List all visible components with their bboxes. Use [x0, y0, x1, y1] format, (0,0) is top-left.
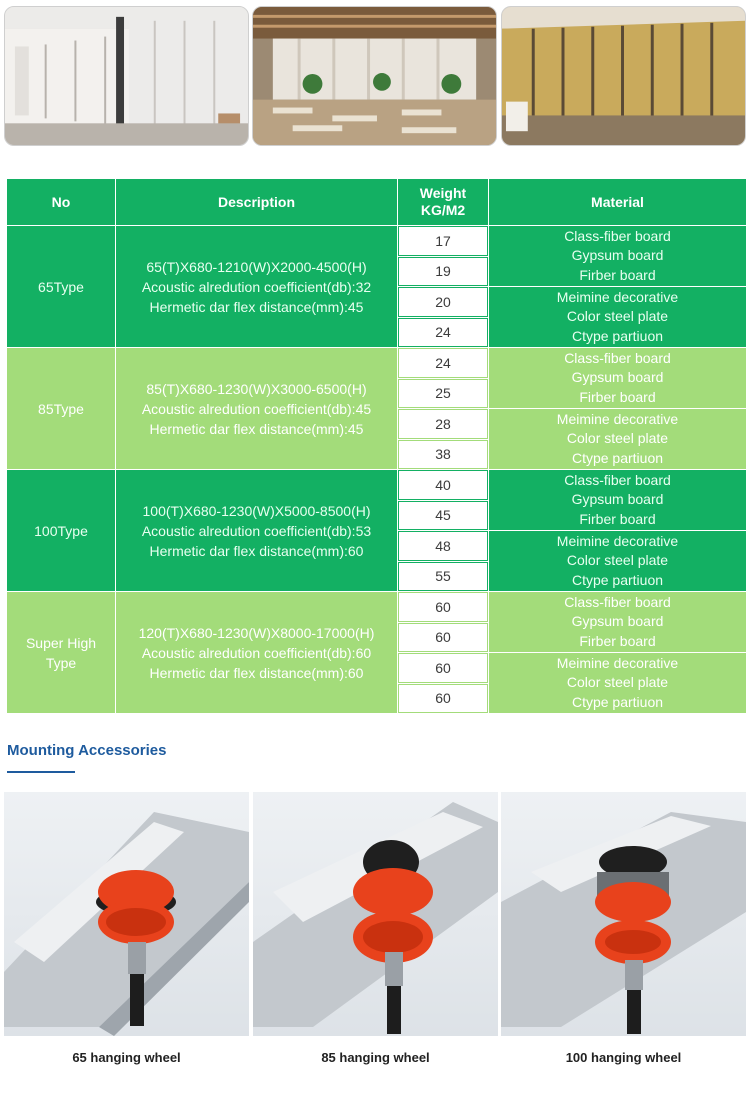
material-line: Gypsum board [571, 613, 664, 630]
weight-cell: 45 [398, 500, 489, 531]
header-weight-line1: Weight [419, 185, 467, 201]
type-label-line1: 65Type [38, 278, 84, 295]
description-line: 85(T)X680-1230(W)X3000-6500(H) [146, 380, 367, 397]
weight-cell: 19 [398, 256, 489, 287]
type-label-line1: 85Type [38, 400, 84, 417]
weight-cell: 55 [398, 561, 489, 592]
title-underline [7, 771, 75, 773]
type-cell [7, 348, 116, 470]
caption-65-wheel: 65 hanging wheel [72, 1050, 181, 1065]
material-line: Meimine decorative [556, 288, 679, 305]
description-line: Acoustic alredution coefficient(db):53 [141, 522, 372, 539]
description-line: Hermetic dar flex distance(mm):60 [149, 664, 364, 681]
material-line: Firber board [579, 388, 656, 405]
material-line: Meimine decorative [556, 410, 679, 427]
material-line: Meimine decorative [556, 654, 679, 671]
weight-cell: 20 [398, 287, 489, 318]
description-line: 120(T)X680-1230(W)X8000-17000(H) [138, 624, 375, 641]
material-cell [489, 470, 747, 531]
material-line: Color steel plate [566, 308, 669, 325]
mounting-accessories-title: Mounting Accessories [7, 742, 167, 759]
table-row [7, 592, 747, 623]
table-row [7, 226, 747, 257]
material-line: Color steel plate [566, 552, 669, 569]
weight-cell: 48 [398, 531, 489, 562]
material-line: Ctype partiuon [571, 327, 664, 344]
weight-cell: 40 [398, 470, 489, 501]
table-row [7, 470, 747, 501]
type-cell [7, 470, 116, 592]
material-cell [489, 653, 747, 714]
partition-spec-table [6, 178, 747, 714]
header-weight [398, 179, 489, 226]
material-cell [489, 409, 747, 470]
header-material: Material [489, 179, 747, 226]
weight-cell: 60 [398, 683, 489, 714]
material-line: Class-fiber board [564, 349, 671, 366]
material-cell [489, 531, 747, 592]
material-line: Ctype partiuon [571, 693, 664, 710]
material-line: Color steel plate [566, 674, 669, 691]
description-cell [116, 470, 398, 592]
material-line: Gypsum board [571, 247, 664, 264]
type-label-line1: Super High [25, 634, 97, 651]
description-line: 65(T)X680-1210(W)X2000-4500(H) [146, 258, 367, 275]
material-line: Ctype partiuon [571, 449, 664, 466]
table-header-row [7, 179, 747, 226]
material-line: Class-fiber board [564, 593, 671, 610]
description-line: 100(T)X680-1230(W)X5000-8500(H) [142, 502, 371, 519]
description-line: Hermetic dar flex distance(mm):45 [149, 420, 364, 437]
hanging-wheel-100-image [501, 792, 746, 1036]
material-line: Class-fiber board [564, 227, 671, 244]
description-line: Acoustic alredution coefficient(db):60 [141, 644, 372, 661]
header-no: No [7, 179, 116, 226]
type-label-line2: Type [45, 654, 77, 671]
material-line: Firber board [579, 632, 656, 649]
header-description: Description [116, 179, 398, 226]
restaurant-partition-photo [252, 6, 497, 146]
material-line: Gypsum board [571, 491, 664, 508]
caption-85-wheel: 85 hanging wheel [321, 1050, 430, 1065]
description-line: Acoustic alredution coefficient(db):45 [141, 400, 372, 417]
type-cell [7, 226, 116, 348]
material-cell [489, 592, 747, 653]
hanging-wheel-65-image [4, 792, 249, 1036]
weight-cell: 24 [398, 317, 489, 348]
header-photo-row [4, 6, 746, 146]
hall-partition-photo [501, 6, 746, 146]
description-cell [116, 592, 398, 714]
type-cell [7, 592, 116, 714]
caption-100-wheel: 100 hanging wheel [565, 1050, 682, 1065]
description-cell [116, 226, 398, 348]
weight-cell: 60 [398, 653, 489, 684]
weight-cell: 60 [398, 592, 489, 623]
type-label-line1: 100Type [34, 522, 88, 539]
material-line: Class-fiber board [564, 471, 671, 488]
header-weight-line2: KG/M2 [420, 202, 466, 218]
weight-cell: 60 [398, 622, 489, 653]
hanging-wheel-85-image [253, 792, 498, 1036]
office-partition-photo [4, 6, 249, 146]
material-line: Firber board [579, 266, 656, 283]
material-line: Firber board [579, 510, 656, 527]
material-cell [489, 226, 747, 287]
weight-cell: 38 [398, 439, 489, 470]
material-cell [489, 348, 747, 409]
description-line: Hermetic dar flex distance(mm):45 [149, 298, 364, 315]
description-line: Hermetic dar flex distance(mm):60 [149, 542, 364, 559]
table-row [7, 348, 747, 379]
material-line: Color steel plate [566, 430, 669, 447]
material-line: Meimine decorative [556, 532, 679, 549]
weight-cell: 17 [398, 226, 489, 257]
weight-cell: 24 [398, 348, 489, 379]
material-line: Ctype partiuon [571, 571, 664, 588]
material-cell [489, 287, 747, 348]
description-line: Acoustic alredution coefficient(db):32 [141, 278, 372, 295]
weight-cell: 28 [398, 409, 489, 440]
weight-cell: 25 [398, 378, 489, 409]
material-line: Gypsum board [571, 369, 664, 386]
description-cell [116, 348, 398, 470]
